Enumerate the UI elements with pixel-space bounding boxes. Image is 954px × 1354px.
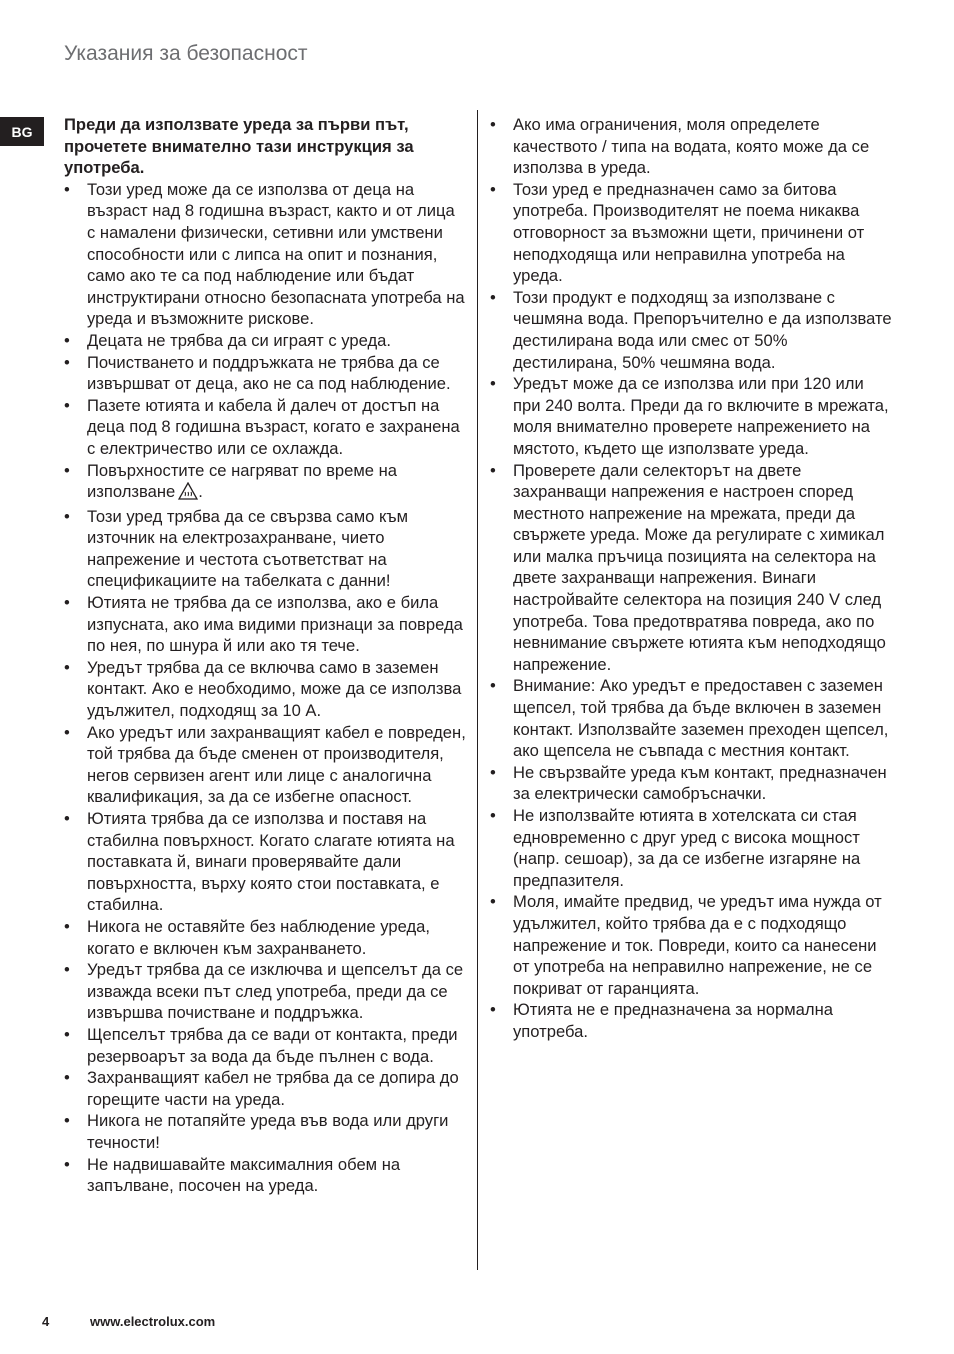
bullet: •: [490, 762, 496, 782]
right-column: [490, 114, 892, 1043]
list-item: [64, 1110, 466, 1153]
bullet: •: [490, 374, 496, 394]
list-item: [64, 352, 466, 395]
list-item-text: Почистването и поддръжката не трябва да се извършват от деца, ако не са под наблюдение.: [87, 352, 451, 394]
bullet: •: [64, 916, 70, 936]
list-item: [64, 1154, 466, 1197]
list-item-text: Уредът трябва да се включва само в заземен контакт. Ако е необходимо, може да се използва удължител, подходящ за 10 A.: [87, 657, 462, 721]
bullet: •: [64, 460, 70, 480]
list-item: [490, 891, 892, 999]
list-item: [490, 675, 892, 761]
bullet: •: [490, 806, 496, 825]
list-item-text: Никога не потапяйте уреда във вода или други течности!: [87, 1111, 449, 1152]
list-item: [490, 805, 892, 891]
list-item: [490, 999, 892, 1042]
bullet: •: [64, 395, 70, 415]
list-item: [64, 1024, 466, 1067]
list-item: [490, 114, 892, 179]
list-item: [64, 722, 466, 808]
bullet: •: [64, 1024, 70, 1044]
list-item: [64, 592, 466, 657]
bullet: •: [64, 352, 70, 372]
hot-surface-warning-icon: [178, 482, 198, 506]
list-item-text: Не използвайте ютията в хотелската си стая едновременно с друг уред с висока мощност (напр. сешоар), за да се избегне изгаряне на предпазителя.: [513, 806, 861, 890]
list-item: [490, 373, 892, 459]
list-item-text: Захранващият кабел не трябва да се допира до горещите части на уреда.: [87, 1068, 459, 1109]
list-item-text: Никога не оставяйте без наблюдение уреда, когато е включен към захранването.: [87, 916, 430, 958]
bullet: •: [490, 287, 496, 307]
list-item-text: Уредът може да се използва или при 120 или при 240 волта. Преди да го включите в мрежата, моля внимателно проверете напрежението на мястото, където ще използвате уреда.: [513, 374, 889, 458]
bullet: •: [64, 593, 70, 613]
page-number: 4: [42, 1314, 50, 1329]
list-item-text: Ютията не трябва да се използва, ако е била изпусната, ако има видими признаци за повреда по нея, по шнура й или ако тя тече.: [87, 593, 463, 656]
page-title: Указания за безопасност: [64, 42, 308, 65]
list-item: [64, 959, 466, 1024]
list-item-text: Децата не трябва да си играят с уреда.: [87, 330, 391, 350]
column-divider: [477, 110, 478, 1270]
left-column: [64, 114, 466, 1197]
bullet: •: [64, 809, 70, 828]
list-item: [64, 1067, 466, 1110]
list-item-text: Моля, имайте предвид, че уредът има нужда от удължител, който трябва да е с подходящо напрежение и ток. Повреди, които са нанесени от употреба на неправилно напрежение, не се покриват от гаранцията.: [513, 892, 882, 998]
bullet: •: [64, 1068, 70, 1088]
bullet: •: [64, 960, 70, 980]
bullet: •: [490, 676, 496, 696]
list-item-text: Пазете ютията и кабела й далеч от достъп на деца под 8 годишна възраст, когато е захранена с електричество или се охлажда.: [87, 395, 460, 458]
bullet: •: [490, 115, 496, 134]
footer-url: www.electrolux.com: [90, 1314, 216, 1329]
bullet: •: [64, 330, 70, 350]
bullet: •: [64, 179, 70, 199]
list-item-text: Ютията не е предназначена за нормална употреба.: [513, 1000, 833, 1041]
list-item: [490, 460, 892, 676]
list-item-text: Този уред може да се използва от деца на възраст над 8 годишна възраст, както и от лица с намалени физически, сетивни или умствени способности или с липса на опит и познания, само ако те са под наблюдение или бъдат инструктирани относно безопасната употреба на уреда и възможните рискове.: [87, 179, 465, 329]
bullet: •: [64, 722, 70, 742]
right-safety-list: [490, 114, 892, 1043]
list-item: [64, 506, 466, 592]
period: .: [198, 482, 203, 502]
list-item-text: Щепселът трябва да се вади от контакта, преди резервоарът за вода да бъде пълнен с вода.: [87, 1024, 458, 1066]
list-item-text: Внимание: Ако уредът е предоставен с заземен щепсел, той трябва да бъде включен в заземен контакт. Използвайте заземен преходен щепсел, ако щепсела не съвпада с местния контакт.: [513, 676, 889, 761]
bullet: •: [64, 657, 70, 677]
bullet: •: [490, 892, 496, 912]
intro-text: Преди да използвате уреда за първи път, прочетете внимателно тази инструкция за употреба.: [64, 115, 414, 178]
list-item-text: Този продукт е подходящ за използване с чешмяна вода. Препоръчително е да използвате дестилирана вода или смес от 50% дестилирана, 50% чешмяна вода.: [513, 287, 892, 372]
bullet: •: [490, 460, 496, 480]
bullet: •: [64, 1111, 70, 1131]
list-item-text: Този уред е предназначен само за битова употреба. Производителят не поема никаква отговорност за възможни щети, причинени от неподходяща или неправилна употреба на уреда.: [513, 179, 865, 286]
list-item-text: Не надвишавайте максималния обем на запълване, посочен на уреда.: [87, 1154, 401, 1196]
list-item-text: Този уред трябва да се свързва само към източник на електрозахранване, чието напрежение и честота съответстват на спецификациите на табелката с данни!: [87, 506, 408, 591]
list-item: [64, 916, 466, 959]
list-item-text: Повърхностите се нагряват по време на използване: [87, 460, 397, 502]
list-item: [64, 808, 466, 916]
list-item-text: Не свързвайте уреда към контакт, предназначен за електрически самобръсначки.: [513, 762, 887, 804]
list-item: [64, 179, 466, 330]
list-item-text: Проверете дали селекторът на двете захранващи напрежения е настроен според местното напрежение на мрежата, преди да свържете уреда. Може да регулирате с химикал или малка пръчица позицията на селектора на двете захранващи напрежения. Винаги настройвайте селектора на позиция 240 V след употреба. Това предотвратява повреда, ако по невнимание свържете ютията към неподходящо напрежение.: [513, 460, 886, 674]
list-item-text: Уредът трябва да се изключва и щепселът да се изважда всеки път след употреба, преди да се извършва почистване и поддръжка.: [87, 960, 464, 1023]
list-item-text: Ако уредът или захранващият кабел е повреден, той трябва да бъде сменен от производителя, негов сервизен агент или лице с аналогична квалификация, за да се избегне опасност.: [87, 722, 466, 807]
bullet: •: [490, 179, 496, 199]
list-item: [64, 460, 466, 506]
list-item: [490, 287, 892, 373]
list-item: [490, 762, 892, 805]
list-item: [64, 395, 466, 460]
left-safety-list: [64, 179, 466, 1197]
bullet: •: [490, 1000, 496, 1020]
list-item-text: Ако има ограничения, моля определете качеството / типа на водата, която може да се използва в уреда.: [513, 115, 870, 178]
bullet: •: [64, 506, 70, 526]
bullet: •: [64, 1154, 70, 1174]
list-item-text: Ютията трябва да се използва и поставя на стабилна повърхност. Когато слагате ютията на поставката й, винаги проверявайте дали повърхността, върху която стои поставката, е стабилна.: [87, 809, 455, 915]
list-item: [64, 330, 466, 352]
list-item: [490, 179, 892, 287]
list-item: [64, 657, 466, 722]
language-tab: BG: [0, 117, 44, 146]
